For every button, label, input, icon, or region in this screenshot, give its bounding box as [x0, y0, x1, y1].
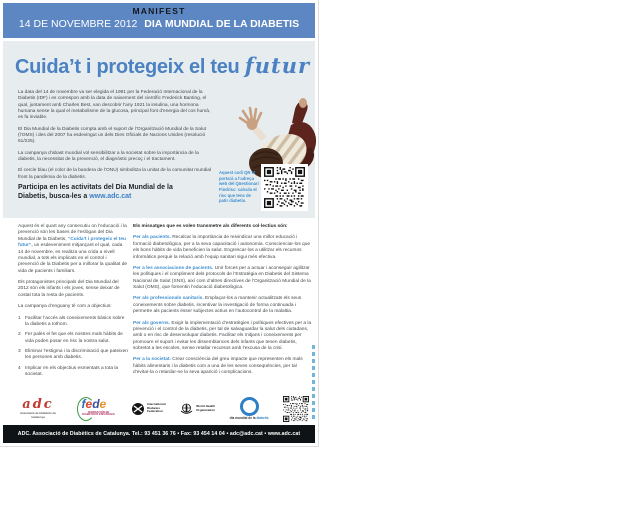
fede-logo-wordmark [82, 398, 107, 410]
objective-text: Eliminar l’estigma i la discriminació que pateixen les persones amb diabetis. [25, 349, 128, 361]
wdd-caption-text: dia mundial de la [229, 415, 256, 420]
manifest-poster [0, 0, 319, 447]
message-paragraph [133, 357, 315, 376]
message-lead: Per als pacients. [133, 235, 171, 241]
objective-number: 3 [18, 349, 21, 354]
slogan-highlight: “Cuida’t i protegeix el teu futur”, [18, 236, 126, 249]
objective-text: Implicar en els objectius esmentats a tota la societat. [25, 365, 119, 378]
participa-callout [18, 184, 178, 202]
page-title-main: Cuida’t i protegeix el teu [15, 56, 240, 78]
objective-number: 4 [18, 365, 21, 371]
who-caption-line: World Health [196, 403, 216, 408]
header-band [3, 3, 315, 38]
hero-section [3, 41, 315, 218]
fede-letter: f [81, 396, 86, 411]
objective-text: Fer palès el fet que els nostres mals hàbits de vida poden posar en risc la nostra salut. [25, 332, 123, 344]
message-lead: Per als governs. [133, 320, 171, 326]
fede-letter: e [99, 396, 107, 411]
fede-letter: e [85, 396, 93, 411]
objective-item [18, 316, 128, 329]
message-text: Exigir la implementació d’estratègies i polítiques efectives per a la prevenció i el control de la diabetis, per tal de salvaguardar la salut dels ciutadans, amb o en risc de desenvolupar diabetis. Facilitar els mitjans i coneixements per promoure el suport i evitar les dissemblances dels infants que tenen diabetis, sobretot a les escoles, sense retallar recursos amb l’excusa de la crisi. [133, 320, 312, 351]
idf-caption-line: International [147, 402, 166, 407]
message-paragraph [133, 296, 315, 315]
intro-paragraph: El cercle blau (el color de la bandera de l’ONU) simbolitza la unitat de la comunitat mundial front la pandèmia de la diabetis. [18, 168, 212, 180]
body-columns [3, 218, 315, 392]
messages-heading: Els missatges que es volen transmetre als diferents col·lectius són: [133, 224, 288, 229]
fede-logo [76, 397, 118, 421]
idf-caption-line: Federation [147, 409, 163, 414]
objective-number: 1 [18, 315, 21, 321]
page-title [15, 53, 310, 79]
wdd-caption-diabetis: diabetis [256, 415, 269, 420]
qr-caption: Aquest codi QR et portarà a l’adreça web del Qüestionari Findrisc: calcula el risc que tens de patir diabetis. [219, 170, 259, 204]
intro-paragraph: La campanya d’abast mundial vol sensibilitzar a la societat sobre la importància de la diabetis, la necessitat de la prevenció, el diagnòstic precoç i el tractament. [18, 150, 199, 162]
message-text: Recalcar la importància de reivindicar una millor educació i formació diabetològica, per a la seva capacitació i autonomia. Conscienciar-los que els bons hàbits de vida beneficien la salut. Engrescar-los a utilitzar els recursos informàtics perquè la relació amb l’equip sanitari sigui més efectiva. [133, 235, 311, 260]
logos-strip [3, 392, 315, 425]
left-intro-before: Aquest és el quart any consecutiu on l’educació i la prevenció són les bases de l’eslògan del Dia Mundial de la Diabetis, [18, 224, 127, 242]
wdd-logo-caption [230, 417, 269, 421]
intro-paragraph: El Dia Mundial de la Diabetis compta amb el suport de l’Organització Mundial de la Salut (l’OMS) i des del 2007 ha esdevingut un dels Dies Oficials de Nacions Unides (resolució 61/225). [18, 126, 206, 145]
message-text: Crear consciència del greu impacte que representen els mals hàbits alimentaris i la diabetis com a una de les seves conseqüències, per tal d’evitar-la o retardar-ne la seva aparició i complicacions. [133, 357, 303, 376]
adc-website-link[interactable]: www.adc.cat [89, 192, 132, 200]
objective-item [18, 332, 128, 345]
idf-caption-line: Diabetes [147, 405, 160, 410]
left-intro-paragraph [18, 224, 128, 275]
footer-contact-text: ADC. Associació de Diabètics de Catalunya. Tel.: 93 451 36 76 • Fax: 93 454 14 04 • adc@adc.cat • www.adc.cat [17, 431, 301, 437]
fede-logo-caption: FEDERACIÓN DE DIABÉTICOS ESPAÑOLES [82, 410, 115, 417]
objective-item [18, 366, 128, 379]
message-paragraph [133, 266, 315, 292]
left-paragraph: La campanya d’enguany té com a objectius: [18, 304, 112, 310]
adc-logo [15, 398, 61, 419]
qr-code-findrisc [261, 164, 308, 211]
idf-logo [132, 403, 166, 415]
intro-paragraph: La data del 14 de novembre va ser elegida el 1991 per la Federació Internacional de la Diabetis (IDF) i es correspon amb la data de naixement del científic Frederick Banting, el qual, juntament amb Charles Best, van descobrir l’any 1921 la insulina, una hormona humana sense la qual el metabolisme de la glucosa, principal font d’energia del cos humà, es fa inviable. [18, 90, 211, 121]
objective-number: 2 [18, 332, 21, 338]
message-text: Unir forces per a actuar i aconseguir agilitzar les polítiques i el compliment dels protocols de l’Estratègia en Diabetis del Sistema Nacional de Salut (SNS), així com d’altres directives de l’Organització Mundial de la Salut (OMS), que fomentin l’educació diabetològica. [133, 265, 311, 290]
blue-circle-icon [240, 397, 259, 416]
message-paragraph [133, 235, 315, 261]
world-diabetes-day-logo [230, 397, 269, 421]
message-lead: Per als professionals sanitaris. [133, 296, 204, 302]
message-lead: Per a la societat. [133, 357, 171, 363]
adc-logo-wordmark: adc [22, 397, 54, 413]
intro-paragraphs [18, 90, 216, 186]
who-logo-icon [180, 402, 193, 415]
kicker-label: MANIFEST [132, 6, 186, 16]
objective-text: Facilitar l’accés als coneixements bàsics sobre la diabetis a tothom. [25, 315, 125, 327]
footer-bar [3, 425, 315, 443]
message-text: Emplaçar-los a mantenir actualitzats els seus coneixements sobre diabetis, incentivar la investigació de forma continuada i permetre als pacients ésser subjectes actius en l’autocontrol de la malaltia. [133, 296, 302, 315]
who-logo [180, 402, 215, 415]
idf-logo-caption [147, 403, 166, 414]
header-title-line [3, 18, 315, 30]
objective-item [18, 349, 128, 362]
left-column [18, 224, 128, 383]
right-column [133, 224, 315, 382]
message-paragraph [133, 321, 315, 353]
header-date: 14 DE NOVEMBRE 2012 [18, 18, 138, 30]
qr-code-footer [283, 396, 309, 422]
who-logo-caption [196, 405, 215, 412]
left-intro-after: un esdeveniment mitjançant el qual, cada 14 de novembre, es realitza una crida a nivell mundial, a tots els implicats en el control i prevenció de la Diabetis per a millorar la qualitat de vida de pacients i familiars. [18, 243, 128, 274]
page-title-script-word: futur [244, 53, 311, 78]
idf-logo-icon [132, 403, 144, 415]
who-caption-line: Organization [196, 407, 216, 412]
message-lead: Per a les associacions de pacients. [133, 265, 214, 271]
participa-text: Participa en les activitats del Dia Mundial de la Diabetis, busca-les a [18, 184, 173, 200]
left-paragraph: Els protagonistes principals del Dia Mundial del 2012 són els infants i els joves, sense deixar de costat tota la resta de pacients. [18, 280, 120, 298]
fede-letter: d [92, 396, 100, 411]
header-title: DIA MUNDIAL DE LA DIABETIS [144, 18, 300, 30]
adc-logo-caption: Associació de Diabètics de Catalunya [20, 411, 56, 419]
vertical-credit-text [312, 345, 315, 421]
